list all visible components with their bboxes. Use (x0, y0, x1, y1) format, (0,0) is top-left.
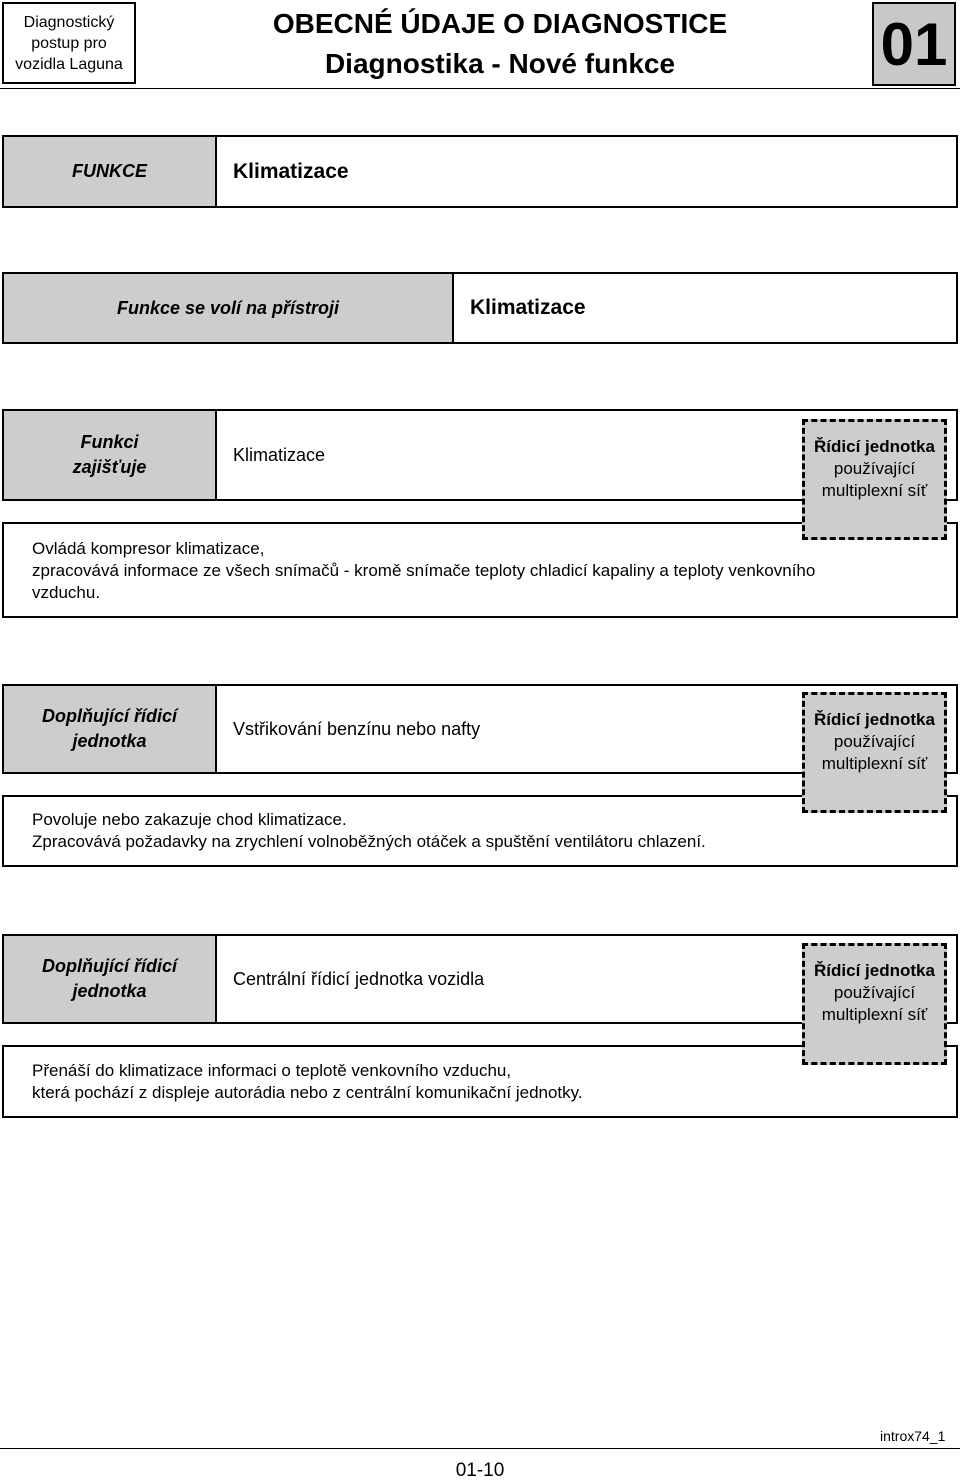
manual-title-line: vozidla Laguna (15, 56, 123, 73)
network-box-line: Řídicí jednotka (814, 961, 935, 980)
network-box-line: multiplexní síť (821, 754, 928, 773)
description-line: Zpracovává požadavky na zrychlení volnoběžných otáček a spuštění ventilátoru chlazení. (32, 832, 706, 851)
block2-unit: Vstřikování benzínu nebo nafty (215, 684, 958, 774)
block2-label (2, 684, 217, 774)
label-line: Doplňující řídicí (41, 956, 177, 976)
page-title (150, 4, 850, 84)
document-code: introx74_1 (880, 1428, 946, 1444)
selection-value: Klimatizace (452, 272, 958, 344)
block3-unit: Centrální řídicí jednotka vozidla (215, 934, 958, 1024)
description-line: vzduchu. (32, 583, 101, 602)
block3-label (2, 934, 217, 1024)
page-number: 01-10 (455, 1460, 505, 1481)
block1-unit: Klimatizace (215, 409, 958, 501)
network-box-line: používající (833, 459, 916, 478)
description-line: Ovládá kompresor klimatizace, (32, 539, 265, 558)
section-number: 01 (872, 2, 956, 86)
block1-label (2, 409, 217, 501)
block2-network-box (802, 692, 947, 813)
footer-divider (0, 1448, 960, 1449)
manual-title-box (2, 2, 136, 84)
page-title-line2: Diagnostika - Nové funkce (324, 48, 676, 79)
description-line: Povoluje nebo zakazuje chod klimatizace. (32, 810, 347, 829)
block3-network-box (802, 943, 947, 1065)
label-line: jednotka (72, 981, 147, 1001)
network-box-line: Řídicí jednotka (814, 437, 935, 456)
description-line: zpracovává informace ze všech snímačů - kromě snímače teploty chladicí kapaliny a teploty venkovního (32, 561, 816, 580)
manual-title-line: postup pro (31, 35, 107, 52)
description-line: Přenáší do klimatizace informaci o teplotě venkovního vzduchu, (32, 1061, 512, 1080)
selection-label: Funkce se volí na přístroji (2, 272, 454, 344)
manual-title-line: Diagnostický (23, 14, 115, 31)
network-box-line: používající (833, 732, 916, 751)
network-box-line: Řídicí jednotka (814, 710, 935, 729)
network-box-line: multiplexní síť (821, 481, 928, 500)
funkce-label: FUNKCE (2, 135, 217, 208)
network-box-line: multiplexní síť (821, 1005, 928, 1024)
label-line: zajišťuje (72, 457, 147, 477)
label-line: jednotka (72, 731, 147, 751)
header-divider (0, 88, 960, 89)
funkce-value: Klimatizace (215, 135, 958, 208)
block1-network-box (802, 419, 947, 540)
description-line: která pochází z displeje autorádia nebo z centrální komunikační jednotky. (32, 1083, 583, 1102)
page-title-line1: OBECNÉ ÚDAJE O DIAGNOSTICE (272, 8, 728, 39)
label-line: Doplňující řídicí (41, 706, 177, 726)
label-line: Funkci (80, 432, 139, 452)
network-box-line: používající (833, 983, 916, 1002)
